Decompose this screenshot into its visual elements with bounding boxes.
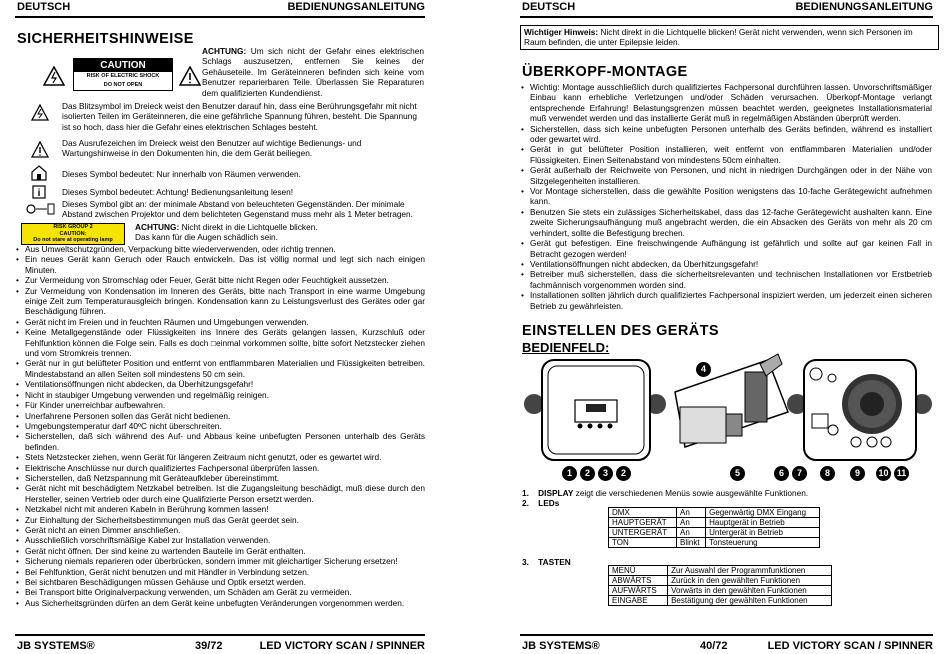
table-cell: TON (609, 538, 677, 548)
risk-text-line1: Nicht direkt in die Lichtquelle blicken. (181, 222, 318, 232)
table-cell: EINGABE (609, 596, 668, 606)
page-header (520, 0, 933, 18)
table-row (609, 538, 820, 548)
table-cell: Blinkt (677, 538, 706, 548)
item-display (522, 488, 808, 498)
bullet-item: • Zur Einhaltung der Sicherheitsbestimmungen muß das Gerät geerdet sein. (15, 515, 425, 525)
header-title: BEDIENUNGSANLEITUNG (287, 1, 425, 13)
section-title: SICHERHEITSHINWEISE (17, 31, 194, 47)
exclamation-triangle-icon (31, 141, 49, 159)
table-cell: MENÜ (609, 566, 668, 576)
footer-brand: JB SYSTEMS® (522, 640, 600, 652)
symbol-text-indoor: Dieses Symbol bedeutet: Nur innerhalb von Räumen verwenden. (62, 169, 301, 179)
table-cell: DMX (609, 508, 677, 518)
key-table (608, 565, 832, 606)
table-cell: Tonsteuerung (706, 538, 820, 548)
bullet-item: • Zur Vermeidung von Stromschlag oder Feuer, Gerät bitte nicht Regen oder Feuchtigkeit aussetzen. (15, 275, 425, 285)
risk-group-caution: CAUTION: (59, 230, 87, 237)
symbol-text-distance: Dieses Symbol gibt an: der minimale Abstand von beleuchteten Gegenständen. Der minimale Abstand zwischen Projektor und dem belichteten Gegenstand muss mehr als 1 Meter betragen. (62, 199, 413, 220)
bullet-item: • Netzkabel nicht mit anderen Kabeln in Berührung kommen lassen! (15, 504, 425, 514)
bullet-item: • Gerät nicht öffnen. Der sind keine zu wartenden Bauteile im Gerät enthalten. (15, 546, 425, 556)
table-row (609, 586, 832, 596)
mounting-bullet-list (520, 82, 932, 311)
callout-number: 2 (580, 466, 595, 481)
risk-group-text (135, 222, 425, 243)
risk-achtung-label: ACHTUNG: (135, 222, 180, 232)
back-view-drawing (787, 360, 932, 460)
item-leds (522, 498, 559, 508)
bullet-item: • Nicht in staubiger Umgebung verwenden und regelmäßig reinigen. (15, 390, 425, 400)
callout-number: 9 (850, 466, 865, 481)
caution-line1: RISK OF ELECTRIC SHOCK (86, 73, 160, 79)
bullet-item: • Gerät nicht an einen Dimmer anschließen. (15, 525, 425, 535)
bullet-item: • Keine Metallgegenstände oder Flüssigkeiten ins Innere des Geräts gelangen lassen, Kurzschluß oder Fehlfunktion können die Folge sein. Falls es doch □einmal vorkommen sollte, bitte sofort Netzstecker ziehen und vom Stromkreis trennen. (15, 327, 425, 358)
read-manual-icon (31, 184, 49, 200)
bullet-item: • Elektrische Anschlüsse nur durch qualifiziertes Fachpersonal überprüfen lassen. (15, 463, 425, 473)
bullet-item: • Zur Vermeidung von Kondensation im Inneren des Geräts, bitte nach Transport in eine warme Umgebung einige Zeit zum Temperaturausgleich bringen. Kondensation kann zu Leistungsverlust des Gerätes oder gar Beschädigung führen. (15, 286, 425, 317)
scanner-drawing (675, 354, 788, 447)
header-language: DEUTSCH (17, 1, 71, 13)
svg-text:i: i (37, 188, 41, 199)
bullet-item: • Vor Montage sicherstellen, dass die gewählte Position wenigstens das 10-fache Gerätegewicht aufnehmen kann. (520, 186, 932, 207)
risk-group-label (21, 223, 125, 245)
bullet-item: • Gerät nicht mit beschädigtem Netzkabel betreiben. Ist die Zugangsleitung beschädigt, muß diese durch den Hersteller, seinen Vertrieb oder durch eine Qualifizierte Person ersetzt werden. (15, 483, 425, 504)
callout-number: 7 (792, 466, 807, 481)
achtung-label: ACHTUNG: (202, 46, 247, 56)
table-cell: An (677, 518, 706, 528)
bullet-item: • Gerät nur in gut belüfteter Position und entfernt von entflammbaren Materialien und Flüssigkeiten betreiben. Mindestabstand an allen Seiten soll mindestens 50 cm sein. (15, 358, 425, 379)
distance-icon (25, 201, 57, 217)
callout-number: 4 (696, 362, 711, 377)
bullet-item: • Stets Netzstecker ziehen, wenn Gerät für längeren Zeitraum nicht genutzt, oder es gewartet wird. (15, 452, 425, 462)
bullet-item: • Sicherstellen, daß sich während des Auf- und Abbaus keine unbefugten Personen unterhalb des Geräts befinden. (15, 431, 425, 452)
bullet-item: • Ventilationsöffnungen nicht abdecken, da Überhitzungsgefahr! (520, 259, 932, 269)
bullet-item: • Für Kinder unerreichbar aufbewahren. (15, 400, 425, 410)
table-cell: ABWÄRTS (609, 576, 668, 586)
callout-number: 3 (598, 466, 613, 481)
callout-number: 6 (774, 466, 789, 481)
item-title: LEDs (538, 498, 560, 508)
item-title: DISPLAY (538, 488, 574, 498)
lightning-triangle-icon (31, 104, 49, 122)
bullet-item: • Sicherstellen, daß Netzspannung mit Geräteaufkleber übereinstimmt. (15, 473, 425, 483)
footer-model: LED VICTORY SCAN / SPINNER (259, 640, 425, 652)
bullet-item: • Wichtig: Montage ausschließlich durch qualifiziertes Fachpersonal durchführen lassen. Unvorschriftsmäßiger Einbau kann erhebliche Verletzungen und/oder Schäden verursachen. Überkopf-Montage verlangt entsprechende Erfahrung! Belastungsgrenzen müssen beachtet werden, geeignetes Installationsmaterial muß verwendet werden und das installierte Gerät muß in regelmäßigen Abständen überprüft werden. (520, 82, 932, 124)
table-cell: Bestätigung der gewählten Funktionen (668, 596, 832, 606)
symbol-text-exclamation: Das Ausrufezeichen im Dreieck weist den Benutzer auf wichtige Bedienungs- und Wartungshinweise in den Dokumenten hin, die dem Gerät beiliegen. (62, 138, 362, 159)
risk-group-title: RISK GROUP 2 (53, 224, 93, 230)
table-cell: AUFWÄRTS (609, 586, 668, 596)
table-cell: Zur Auswahl der Programmfunktionen (668, 566, 832, 576)
bullet-item: • Bei Transport bitte Originalverpackung verwenden, um Schäden am Gerät zu vermeiden. (15, 587, 425, 597)
bullet-item: • Aus Umweltschutzgründen, Verpackung bitte wiederverwenden, oder richtig trennen. (15, 244, 425, 254)
table-cell: Hauptgerät in Betrieb (706, 518, 820, 528)
item-title: TASTEN (538, 557, 571, 567)
table-row (609, 576, 832, 586)
led-table (608, 507, 820, 548)
table-cell: Zurück in den gewählten Funktionen (668, 576, 832, 586)
exclamation-warning-icon (179, 66, 201, 86)
section-title-overhead: ÜBERKOPF-MONTAGE (522, 64, 688, 80)
achtung-text: Um sich nicht der Gefahr eines elektrischen Schlags auszusetzen, entfernen Sie keines der Gehäuseteile. Im Geräteinneren befinden sich keine vom Benutzer reparierbaren Teile. Überlassen Sie Reparaturen dem qualifizierten Kundendienst. (202, 46, 424, 98)
indoor-house-icon (31, 165, 47, 181)
footer-page-number: 40/72 (700, 640, 728, 652)
lightning-warning-icon (43, 66, 65, 86)
bullet-item: • Bei sichtbaren Beschädigungen müssen Gehäuse und Optik ersetzt werden. (15, 577, 425, 587)
table-cell: Untergerät in Betrieb (706, 528, 820, 538)
left-page (15, 0, 425, 654)
table-cell: Vorwärts in den gewählten Funktionen (668, 586, 832, 596)
item-number: 3. (522, 557, 529, 567)
page-footer (520, 634, 933, 654)
footer-model: LED VICTORY SCAN / SPINNER (767, 640, 933, 652)
hint-label: Wichtiger Hinweis: (524, 27, 599, 37)
bullet-item: • Bei Fehlfunktion, Gerät nicht benutzen und mit Händler in Verbindung setzen. (15, 567, 425, 577)
risk-group-warning: Do not stare at operating lamp (33, 237, 113, 243)
table-row (609, 596, 832, 606)
bullet-item: • Sicherung niemals reparieren oder überbrücken, sondern immer mit gleichartiger Sicherung ersetzen! (15, 556, 425, 566)
table-cell: Gegenwärtig DMX Eingang (706, 508, 820, 518)
symbol-text-manual: Dieses Symbol bedeutet: Achtung! Bedienungsanleitung lesen! (62, 187, 294, 197)
callout-number: 11 (894, 466, 909, 481)
bullet-item: • Betreiber muß sicherstellen, dass die sicherheitsrelevanten und technischen Installationen vor Erstbetrieb fachmännisch vorgenommen worden sind. (520, 269, 932, 290)
table-row (609, 508, 820, 518)
page-footer (15, 634, 425, 654)
bullet-item: • Gerät nicht im Freien und in feuchten Räumen und Umgebungen verwenden. (15, 317, 425, 327)
device-illustration (520, 352, 933, 477)
callout-number: 10 (876, 466, 891, 481)
page-header (15, 0, 425, 18)
item-number: 1. (522, 488, 529, 498)
bullet-item: • Sicherstellen, dass sich keine unbefugten Personen unterhalb des Geräts befinden, während es installiert oder gewartet wird. (520, 124, 932, 145)
table-cell: An (677, 528, 706, 538)
bullet-item: • Gerät gut befestigen. Eine freischwingende Aufhängung ist gefährlich und sollte auf gar keinen Fall in Betracht gezogen werden! (520, 238, 932, 259)
callout-number: 1 (562, 466, 577, 481)
bullet-item: • Installationen sollten jährlich durch qualifiziertes Fachpersonal inspiziert werden, um jederzeit einen sicheren Betrieb zu gewährleisten. (520, 290, 932, 311)
safety-bullet-list (15, 244, 425, 608)
bullet-item: • Aus Sicherheitsgründen dürfen an dem Gerät keine unbefugten Veränderungen vorgenommen werden. (15, 598, 425, 608)
bullet-item: • Ein neues Gerät kann Geruch oder Rauch entwickeln. Das ist völlig normal und legt sich nach einigen Minuten. (15, 254, 425, 275)
table-cell: An (677, 508, 706, 518)
footer-brand: JB SYSTEMS® (17, 640, 95, 652)
section-title-settings: EINSTELLEN DES GERÄTS (522, 323, 719, 339)
table-cell: HAUPTGERÄT (609, 518, 677, 528)
callout-number: 2 (616, 466, 631, 481)
table-row (609, 566, 832, 576)
bullet-item: • Ventilationsöffnungen nicht abdecken, da Überhitzungsgefahr! (15, 379, 425, 389)
table-row (609, 528, 820, 538)
callout-number: 5 (730, 466, 745, 481)
symbol-text-lightning: Das Blitzsymbol im Dreieck weist den Benutzer darauf hin, dass eine Berührungsgefahr mit nicht isolierten Teilen im Geräteinneren, die eine gefährliche Spannung führen, besteht. Die Spannung ist so hoch, dass hier die Gefahr eines elektrischen Schlages besteht. (62, 101, 418, 132)
front-view-drawing (524, 360, 666, 460)
table-row (609, 518, 820, 528)
item-number: 2. (522, 498, 529, 508)
achtung-paragraph (202, 46, 424, 98)
right-page (520, 0, 933, 654)
item-keys (522, 557, 571, 567)
callout-number: 8 (820, 466, 835, 481)
caution-line2: DO NOT OPEN (103, 82, 143, 88)
hint-text: Nicht direkt in die Lichtquelle blicken! Gerät nicht verwenden, wenn sich Personen im Raum befinden, die unter Epilepsie leiden. (524, 27, 913, 48)
header-title: BEDIENUNGSANLEITUNG (795, 1, 933, 13)
important-hint-box (520, 25, 939, 50)
footer-page-number: 39/72 (195, 640, 223, 652)
item-text: zeigt die verschiedenen Menüs sowie ausgewählte Funktionen. (575, 488, 809, 498)
bullet-item: • Umgebungstemperatur darf 40ºC nicht überschreiten. (15, 421, 425, 431)
bullet-item: • Gerät in gut belüfteter Position installieren, weit entfernt von entflammbaren Materialien und/oder Flüssigkeiten. Einen Seitenabstand von mindestens 50cm einhalten. (520, 144, 932, 165)
bullet-item: • Unerfahrene Personen sollen das Gerät nicht bedienen. (15, 411, 425, 421)
table-cell: UNTERGERÄT (609, 528, 677, 538)
bullet-item: • Gerät außerhalb der Reichweite von Personen, und nicht in niedrigen Durchgängen oder in der Nähe von Sitzgelegenheiten installieren. (520, 165, 932, 186)
header-language: DEUTSCH (522, 1, 576, 13)
caution-title: CAUTION (74, 59, 172, 72)
bullet-item: • Ausschließlich vorschriftsmäßige Kabel zur Installation verwenden. (15, 535, 425, 545)
control-panel-subtitle: BEDIENFELD: (522, 340, 610, 355)
risk-text-line2: Das kann für die Augen schädlich sein. (135, 232, 278, 243)
bullet-item: • Benutzen Sie stets ein zulässiges Sicherheitskabel, dass das 12-fache Gerätegewicht aushalten kann. Eine zweite Sicherungsaufhängung muß angebracht werden, die ein Absacken des Geräts von mehr als 20 cm verhindert, sollte die Befestigung brechen. (520, 207, 932, 238)
